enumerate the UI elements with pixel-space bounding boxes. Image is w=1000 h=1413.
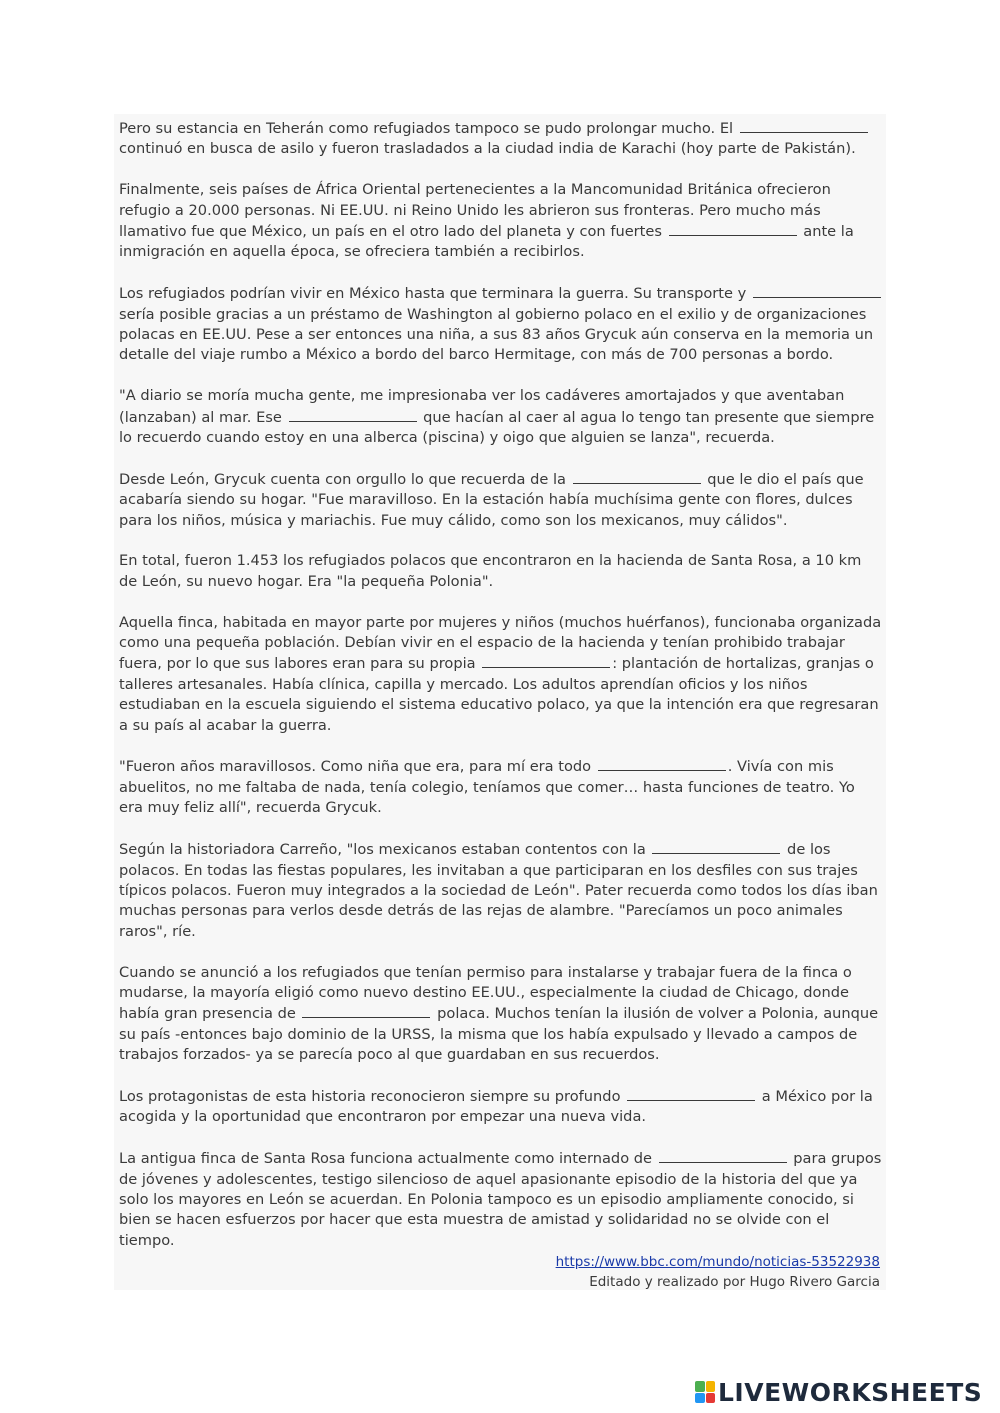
paragraph-text: a México por la acogida y la oportunidad que encontraron por empezar una nueva vida.: [119, 1087, 873, 1126]
brand-name: LIVEWORKSHEETS: [718, 1377, 983, 1407]
answer-blank[interactable]: [598, 756, 726, 771]
answer-blank[interactable]: [627, 1086, 755, 1101]
paragraph-text: Según la historiadora Carreño, "los mexicanos estaban contentos con la: [119, 841, 651, 859]
reading-text: [119, 118, 883, 1272]
answer-blank[interactable]: [302, 1003, 430, 1018]
answer-blank[interactable]: [740, 118, 868, 133]
source-link[interactable]: https://www.bbc.com/mundo/noticias-53522938: [555, 1254, 880, 1270]
paragraph-text: Finalmente, seis países de África Oriental pertenecientes a la Mancomunidad Británica ofrecieron refugio a 20.000 personas. Ni EE.UU. ni Reino Unido les abrieron sus fronteras. Pero mucho más llamativo fue que México, un país en el otro lado del planeta y con fuertes: [119, 181, 831, 241]
paragraph-text: ante la inmigración en aquella época, se ofreciera también a recibirlos.: [119, 223, 854, 261]
paragraph-text: que le dio el país que acabaría siendo su hogar. "Fue maravilloso. En la estación había muchísima gente con flores, dulces para los niños, música y mariachis. Fue muy cálido, como son los mexicanos, muy cálidos".: [119, 470, 864, 529]
paragraph-text: continuó en busca de asilo y fueron trasladados a la ciudad india de Karachi (hoy parte de Pakistán).: [119, 140, 856, 158]
logo-square: [695, 1381, 705, 1392]
paragraph-text: : plantación de hortalizas, granjas o talleres artesanales. Había clínica, capilla y mercado. Los adultos aprendían oficios y los niños estudiaban en la escuela siguiendo el sistema educativo polaco, ya que la intención era que regresaran a su país al acabar la guerra.: [119, 655, 879, 734]
paragraph: [119, 756, 883, 818]
paragraph-text: de los polacos. En todas las fiestas populares, les invitaban a que participaran en los desfiles con sus trajes típicos polacos. Fueron muy integrados a la sociedad de León". Pater recuerda como todos los días iban muchas personas para verlos desde detrás de las rejas de alambre. "Parecíamos un poco animales raros", ríe.: [119, 841, 878, 940]
answer-blank[interactable]: [573, 469, 701, 484]
paragraph: [119, 283, 883, 366]
paragraph: [119, 839, 883, 942]
paragraph: [119, 1086, 883, 1128]
logo-square: [706, 1381, 716, 1392]
paragraph: [119, 469, 883, 531]
paragraph: [119, 386, 883, 448]
answer-blank[interactable]: [289, 407, 417, 422]
paragraph-text: Desde León, Grycuk cuenta con orgullo lo que recuerda de la: [119, 470, 571, 488]
liveworksheets-logo[interactable]: [695, 1374, 982, 1410]
paragraph-text: Los protagonistas de esta historia reconocieron siempre su profundo: [119, 1087, 626, 1105]
paragraph-text: "A diario se moría mucha gente, me impresionaba ver los cadáveres amortajados y que aventaban (lanzaban) al mar. Ese: [119, 387, 845, 426]
paragraph-text: Cuando se anunció a los refugiados que tenían permiso para instalarse y trabajar fuera de la finca o mudarse, la mayoría eligió como nuevo destino EE.UU., especialmente la ciudad de Chicago, donde había gran presencia de: [119, 963, 852, 1023]
paragraph-text: sería posible gracias a un préstamo de Washington al gobierno polaco en el exilio y de organizaciones polacas en EE.UU. Pese a ser entonces una niña, a sus 83 años Grycuk aún conserva en la memoria un detalle del viaje rumbo a México a bordo del barco Hermitage, con más de 700 personas a bordo.: [119, 305, 874, 364]
paragraph-text: Los refugiados podrían vivir en México hasta que terminara la guerra. Su transporte y: [119, 285, 751, 303]
answer-blank[interactable]: [753, 283, 881, 298]
paragraph: [119, 1148, 883, 1251]
logo-square: [695, 1393, 705, 1404]
paragraph-text: Aquella finca, habitada en mayor parte por mujeres y niños (muchos huérfanos), funcionaba organizada como una pequeña población. Debían vivir en el espacio de la hacienda y tenían prohibido trabajar fuera, por lo que sus labores eran para su propia: [119, 613, 882, 673]
paragraph-text: Pero su estancia en Teherán como refugiados tampoco se pudo prolongar mucho. El: [119, 120, 738, 137]
source-block: [556, 1252, 880, 1292]
liveworksheets-logo-icon: [695, 1381, 715, 1403]
answer-blank[interactable]: [652, 839, 780, 854]
paragraph: [119, 118, 883, 160]
credit-line: Editado y realizado por Hugo Rivero Garcia: [589, 1274, 880, 1290]
logo-square: [706, 1393, 716, 1404]
paragraph-text: "Fueron años maravillosos. Como niña que era, para mí era todo: [119, 758, 596, 776]
paragraph-text: En total, fueron 1.453 los refugiados polacos que encontraron en la hacienda de Santa Rosa, a 10 km de León, su nuevo hogar. Era "la pequeña Polonia".: [119, 552, 862, 590]
paragraph-text: La antigua finca de Santa Rosa funciona actualmente como internado de: [119, 1150, 657, 1168]
paragraph-text: polaca. Muchos tenían la ilusión de volver a Polonia, aunque su país -entonces bajo dominio de la URSS, la misma que los había expulsado y llevado a campos de trabajos forzados- ya se parecía poco al que guardaban en sus recuerdos.: [119, 1005, 879, 1064]
answer-blank[interactable]: [482, 653, 610, 668]
paragraph-text: para grupos de jóvenes y adolescentes, testigo silencioso de aquel apasionante episodio de la historia del que ya solo los mayores en León se acuerdan. En Polonia tampoco es un episodio ampliamente conocido, si bien se hacen esfuerzos por hacer que esta muestra de amistad y solidaridad no se olvide con el tiempo.: [119, 1150, 882, 1249]
paragraph: [119, 613, 883, 736]
paragraph: [119, 963, 883, 1066]
paragraph: [119, 551, 883, 592]
paragraph-text: . Vivía con mis abuelitos, no me faltaba de nada, tenía colegio, teníamos que comer… hasta funciones de teatro. Yo era muy feliz allí", recuerda Grycuk.: [119, 758, 855, 817]
paragraph: [119, 180, 883, 263]
answer-blank[interactable]: [659, 1148, 787, 1163]
paragraph-text: que hacían al caer al agua lo tengo tan presente que siempre lo recuerdo cuando estoy en una alberca (piscina) y oigo que alguien se lanza", recuerda.: [119, 408, 875, 447]
answer-blank[interactable]: [669, 221, 797, 236]
